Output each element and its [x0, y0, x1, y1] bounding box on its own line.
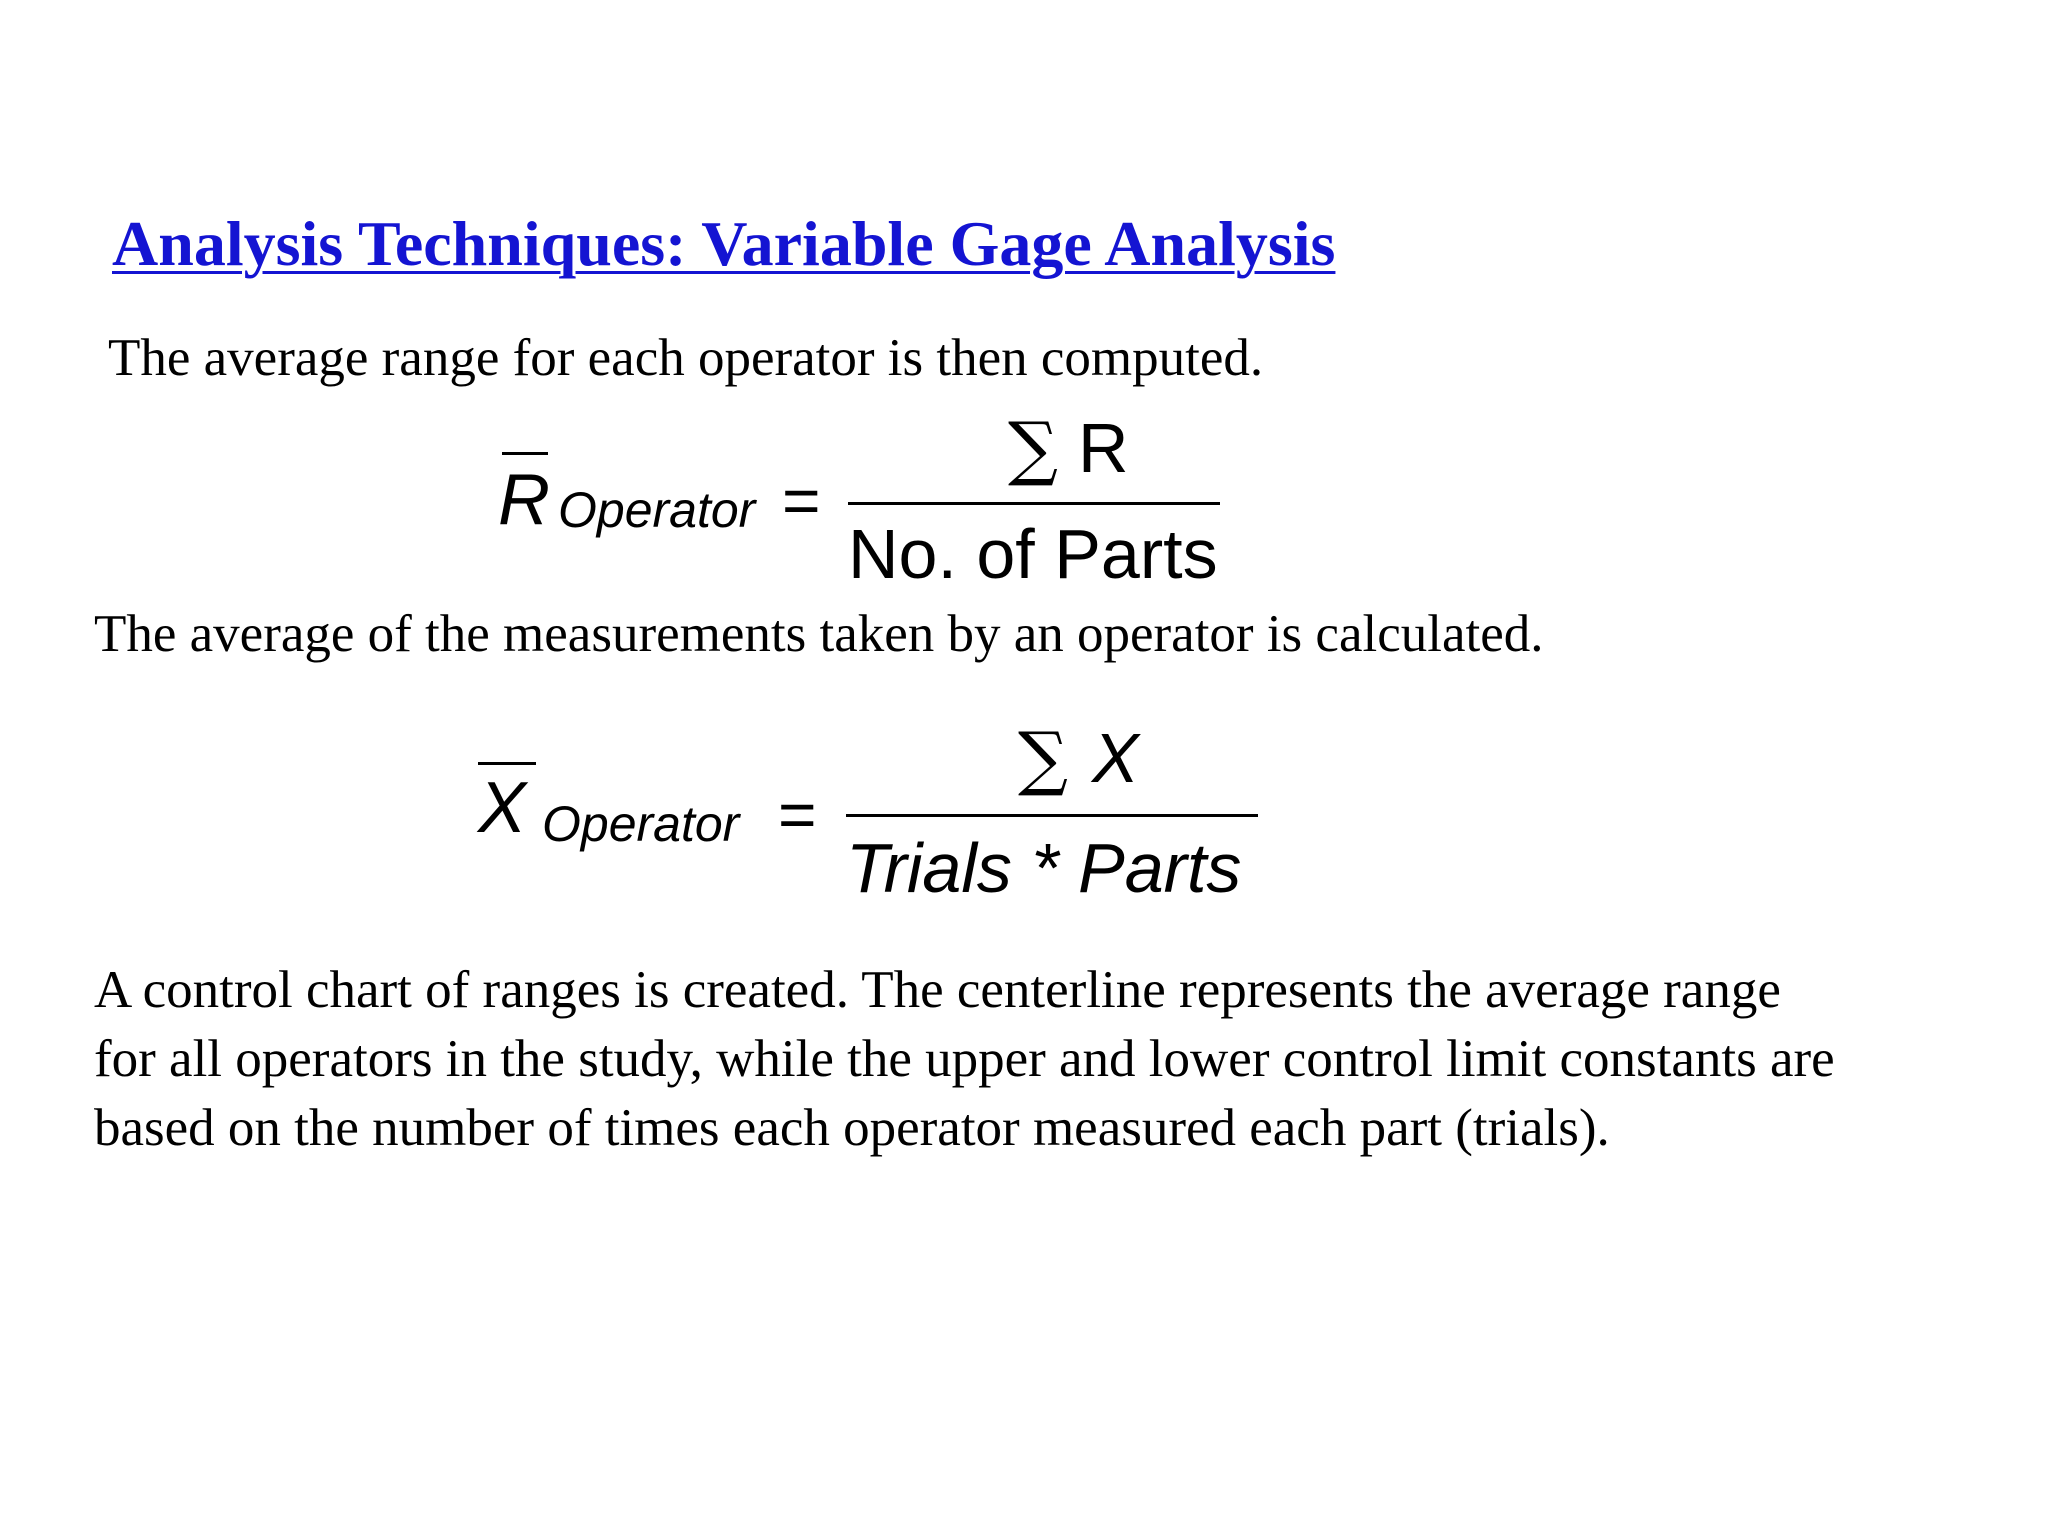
- formula-average-sigma: ∑: [1018, 717, 1068, 799]
- control-chart-line: based on the number of times each operator measured each part (trials).: [94, 1099, 1610, 1157]
- formula-range-denominator: No. of Parts: [848, 515, 1218, 593]
- formula-average-denominator: Trials * Parts: [846, 829, 1242, 907]
- formula-range-equals: =: [782, 463, 821, 537]
- formula-average-equals: =: [778, 777, 817, 851]
- formula-range-symbol: R: [498, 460, 550, 540]
- formula-average-symbol: X: [478, 768, 527, 848]
- control-chart-paragraph: [94, 956, 1835, 1163]
- formula-average-fraction-line: [846, 814, 1258, 817]
- formula-range-numerator: R: [1078, 409, 1129, 487]
- formula-range-sigma: ∑: [1008, 407, 1058, 489]
- slide-title: Analysis Techniques: Variable Gage Analysis: [112, 208, 1336, 279]
- formula-average-numerator: X: [1092, 719, 1139, 797]
- control-chart-line: A control chart of ranges is created. The centerline represents the average range: [94, 961, 1781, 1019]
- formula-range-subscript: Operator: [558, 482, 756, 538]
- intro-average-text: The average of the measurements taken by an operator is calculated.: [94, 605, 1544, 663]
- formula-average-subscript: Operator: [542, 796, 740, 852]
- control-chart-line: for all operators in the study, while the upper and lower control limit constants are: [94, 1030, 1835, 1088]
- overbar: [478, 762, 536, 765]
- intro-range-text: The average range for each operator is then computed.: [108, 329, 1264, 387]
